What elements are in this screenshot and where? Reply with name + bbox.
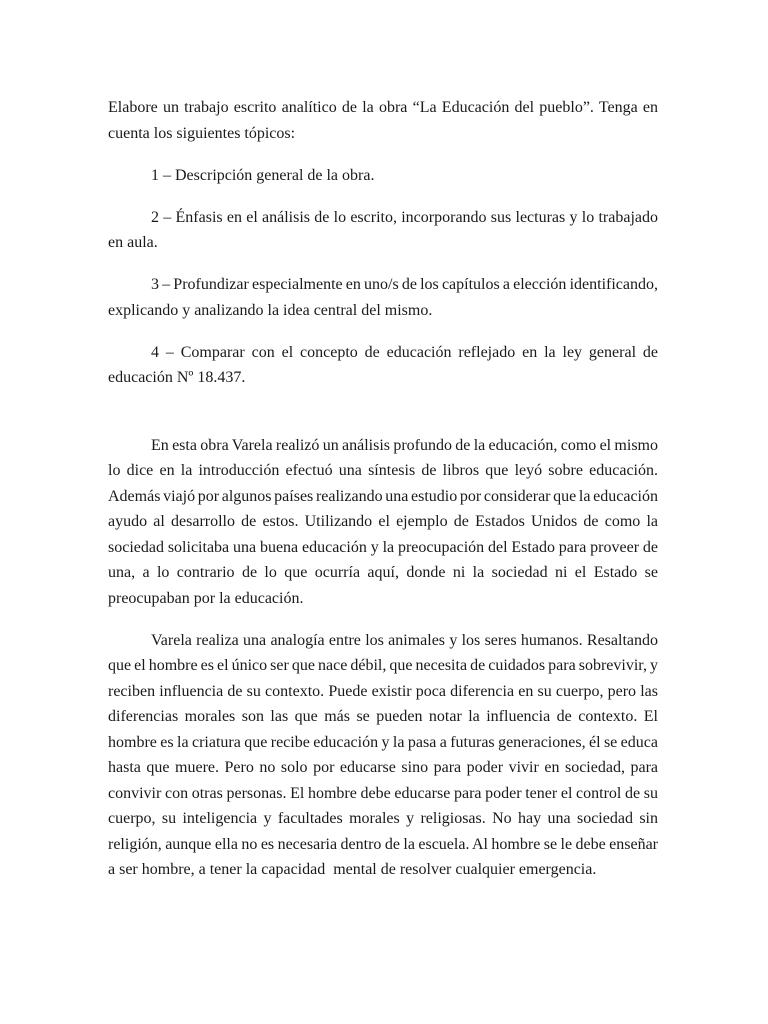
text-line: que el hombre es el único ser que nace débil, que necesita de cuidados para sobrevivir, y	[108, 657, 658, 674]
text-line: 4 – Comparar con el concepto de educación reflejado en la ley general de	[151, 343, 658, 361]
essay-paragraph-1	[108, 433, 658, 612]
text-line: cuenta los siguientes tópicos:	[108, 124, 296, 142]
text-line: reciben influencia de su contexto. Puede existir poca diferencia en su cuerpo, pero las	[108, 682, 658, 700]
topic-3	[108, 272, 658, 323]
text-line: sociedad solicitaba una buena educación y la preocupación del Estado para proveer de	[108, 538, 658, 556]
text-line: ayudo al desarrollo de estos. Utilizando el ejemplo de Estados Unidos de como la	[108, 513, 658, 530]
topic-4	[108, 340, 658, 391]
text-line: lo dice en la introducción efectuó una síntesis de libros que leyó sobre educación.	[108, 462, 658, 479]
text-line: religión, aunque ella no es necesaria dentro de la escuela. Al hombre se le debe enseñar	[108, 835, 658, 853]
text-line: Elabore un trabajo escrito analítico de la obra “La Educación del pueblo”. Tenga en	[108, 99, 658, 116]
text-line: hasta que muere. Pero no solo por educarse sino para poder vivir en sociedad, para	[108, 759, 658, 776]
text-line: en aula.	[108, 234, 158, 251]
topic-1	[108, 163, 658, 189]
text-line: explicando y analizando la idea central del mismo.	[108, 301, 433, 319]
topic-2	[108, 205, 658, 256]
text-line: En esta obra Varela realizó un análisis profundo de la educación, como el mismo	[151, 436, 658, 454]
essay-paragraph-2	[108, 628, 658, 883]
document-text	[108, 95, 658, 899]
text-line: Varela realiza una analogía entre los animales y los seres humanos. Resaltando	[151, 631, 658, 649]
text-line: diferencias morales son las que más se pueden notar la influencia de contexto. El	[108, 708, 658, 725]
text-line: 3 – Profundizar especialmente en uno/s de los capítulos a elección identificando,	[151, 276, 658, 293]
text-line: Además viajó por algunos países realizando una estudio por considerar que la educación	[108, 487, 658, 505]
assignment-intro	[108, 95, 658, 146]
text-line: a ser hombre, a tener la capacidad mental de resolver cualquier emergencia.	[108, 861, 597, 878]
text-line: convivir con otras personas. El hombre debe educarse para poder tener el control de su	[108, 784, 658, 802]
text-line: 2 – Énfasis en el análisis de lo escrito, incorporando sus lecturas y lo trabajado	[151, 208, 658, 226]
text-line: hombre es la criatura que recibe educación y la pasa a futuras generaciones, él se educa	[108, 733, 658, 751]
text-line: educación Nº 18.437.	[108, 369, 246, 386]
text-line: preocupaban por la educación.	[108, 589, 304, 607]
text-line: 1 – Descripción general de la obra.	[151, 166, 375, 184]
text-line: cuerpo, su inteligencia y facultades morales y religiosas. No hay una sociedad sin	[108, 810, 658, 827]
text-line: una, a lo contrario de lo que ocurría aquí, donde ni la sociedad ni el Estado se	[108, 564, 658, 581]
